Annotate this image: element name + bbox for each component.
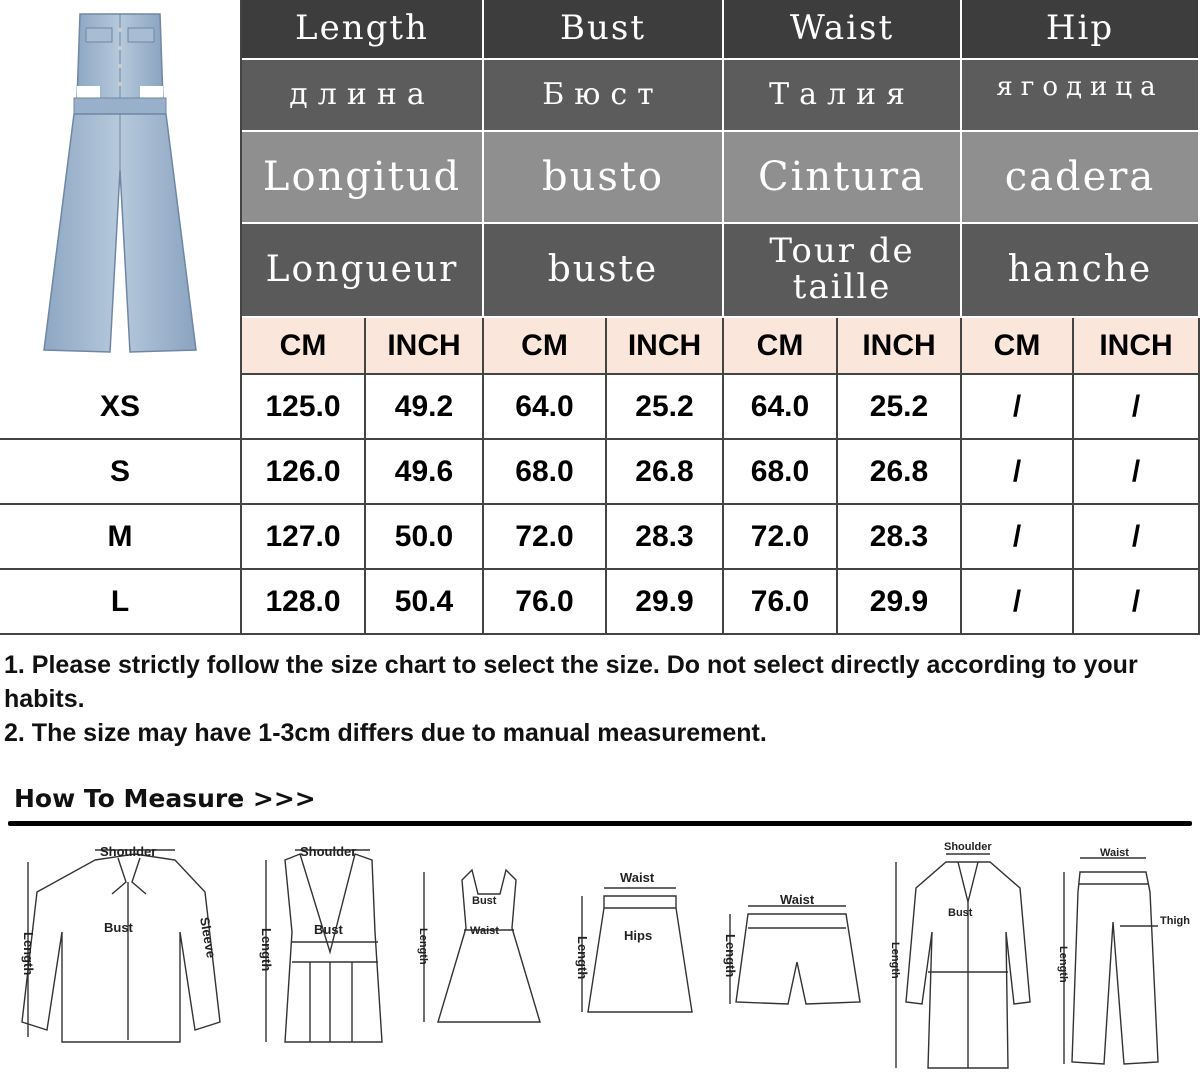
note-2: 2. The size may have 1-3cm differs due to manual measurement. — [4, 719, 767, 747]
size-value-cell: / — [1074, 440, 1200, 505]
label-length: Length — [575, 936, 590, 980]
tank-diagram — [266, 850, 382, 1042]
jeans-diagram — [1064, 858, 1158, 1064]
label-length: Length — [21, 932, 36, 976]
label-bust: Bust — [104, 920, 133, 935]
unit-cell: CM — [724, 318, 838, 375]
size-label: S — [0, 440, 242, 505]
size-value-cell: 29.9 — [838, 570, 962, 635]
size-value-cell: 64.0 — [484, 375, 607, 440]
label-length: Length — [259, 928, 274, 972]
dress-diagram — [424, 870, 540, 1022]
size-value-cell: 49.2 — [366, 375, 484, 440]
denim-jumpsuit-image — [0, 0, 240, 375]
coat-diagram — [896, 854, 1030, 1068]
size-value-cell: 68.0 — [484, 440, 607, 505]
label-bust: Bust — [472, 895, 497, 907]
size-value-cell: 72.0 — [724, 505, 838, 570]
label-shoulder: Shoulder — [944, 841, 992, 853]
header-bust-ru: Бюст — [484, 60, 724, 132]
label-waist: Waist — [1100, 847, 1129, 859]
label-length: Length — [417, 928, 429, 965]
size-value-cell: 126.0 — [242, 440, 366, 505]
label-bust: Bust — [314, 922, 343, 937]
section-divider — [8, 821, 1192, 826]
header-hip-fr: hanche — [962, 224, 1200, 318]
size-value-cell: 26.8 — [607, 440, 724, 505]
header-waist-es: Cintura — [724, 132, 962, 224]
size-value-cell: 50.4 — [366, 570, 484, 635]
size-value-cell: / — [962, 440, 1074, 505]
label-bust: Bust — [948, 907, 973, 919]
header-bust: Bust — [484, 0, 724, 60]
label-shoulder: Shoulder — [300, 844, 357, 859]
label-thigh: Thigh — [1160, 915, 1190, 927]
size-value-cell: 128.0 — [242, 570, 366, 635]
size-value-cell: 25.2 — [607, 375, 724, 440]
unit-cell: INCH — [1074, 318, 1200, 375]
size-value-cell: 26.8 — [838, 440, 962, 505]
size-value-cell: 64.0 — [724, 375, 838, 440]
size-value-cell: 68.0 — [724, 440, 838, 505]
unit-cell: CM — [242, 318, 366, 375]
unit-cell: CM — [484, 318, 607, 375]
header-waist-fr: Tour de taille — [724, 224, 962, 318]
size-value-cell: 28.3 — [607, 505, 724, 570]
header-hip-ru: ягодица — [962, 60, 1200, 132]
size-value-cell: / — [962, 570, 1074, 635]
size-label: L — [0, 570, 242, 635]
size-notes — [4, 648, 1194, 750]
header-hip-es: cadera — [962, 132, 1200, 224]
size-value-cell: 76.0 — [724, 570, 838, 635]
header-length-es: Longitud — [242, 132, 484, 224]
size-value-cell: 25.2 — [838, 375, 962, 440]
label-shoulder: Shoulder — [100, 844, 157, 859]
size-value-cell: 76.0 — [484, 570, 607, 635]
header-length: Length — [242, 0, 484, 60]
label-waist: Waist — [470, 925, 499, 937]
label-waist: Waist — [620, 870, 655, 885]
how-to-measure-title: How To Measure >>> — [14, 784, 316, 813]
size-value-cell: 72.0 — [484, 505, 607, 570]
unit-cell: INCH — [366, 318, 484, 375]
label-length: Length — [889, 942, 901, 979]
header-bust-es: busto — [484, 132, 724, 224]
size-value-cell: / — [1074, 570, 1200, 635]
label-waist: Waist — [780, 892, 815, 907]
size-value-cell: 125.0 — [242, 375, 366, 440]
label-sleeve: Sleeve — [197, 915, 219, 960]
size-value-cell: / — [1074, 375, 1200, 440]
size-value-cell: 49.6 — [366, 440, 484, 505]
skirt-diagram — [582, 888, 692, 1012]
size-label: XS — [0, 375, 242, 440]
size-value-cell: / — [962, 505, 1074, 570]
header-length-fr: Longueur — [242, 224, 484, 318]
size-value-cell: 29.9 — [607, 570, 724, 635]
label-length: Length — [723, 934, 738, 978]
unit-cell: CM — [962, 318, 1074, 375]
shorts-diagram — [730, 906, 860, 1004]
note-1: 1. Please strictly follow the size chart to select the size. Do not select directly according to your habits. — [4, 651, 1138, 713]
header-bust-fr: buste — [484, 224, 724, 318]
header-hip: Hip — [962, 0, 1200, 60]
size-value-cell: 28.3 — [838, 505, 962, 570]
unit-cell: INCH — [607, 318, 724, 375]
size-value-cell: / — [1074, 505, 1200, 570]
header-waist: Waist — [724, 0, 962, 60]
label-length: Length — [1057, 946, 1069, 983]
size-label: M — [0, 505, 242, 570]
size-value-cell: / — [962, 375, 1074, 440]
unit-cell: INCH — [838, 318, 962, 375]
product-photo — [0, 0, 242, 375]
size-value-cell: 127.0 — [242, 505, 366, 570]
size-value-cell: 50.0 — [366, 505, 484, 570]
header-waist-ru: Талия — [724, 60, 962, 132]
label-hips: Hips — [624, 928, 653, 943]
header-length-ru: длина — [242, 60, 484, 132]
blouse-diagram — [22, 850, 220, 1042]
measurement-diagrams — [0, 832, 1200, 1082]
